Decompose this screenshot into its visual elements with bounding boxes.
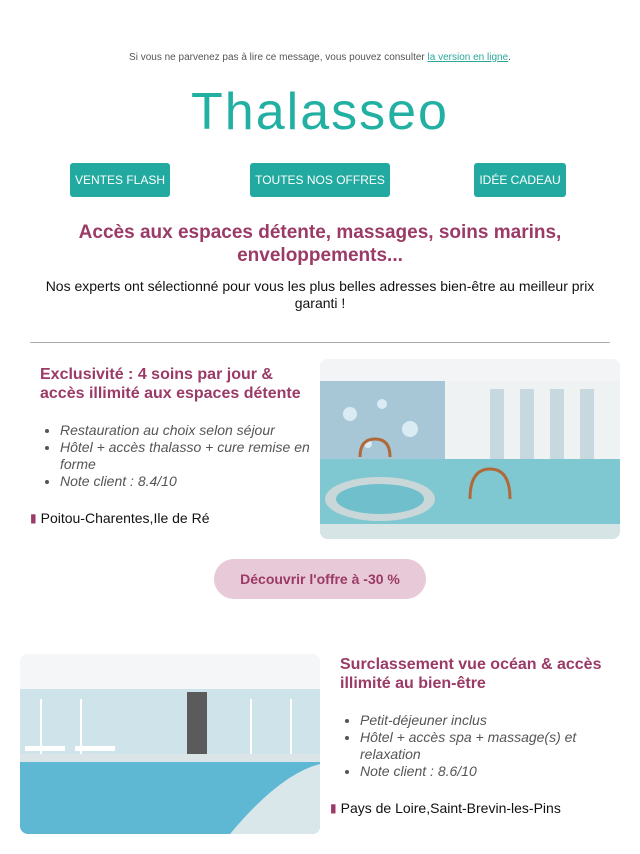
offer-1-cta-button[interactable]: Découvrir l'offre à -30 %	[214, 559, 426, 599]
nav-toutes-nos-offres-button[interactable]: TOUTES NOS OFFRES	[250, 163, 390, 197]
offer-1-feature: • Hôtel + accès thalasso + cure remise en forme	[60, 439, 330, 473]
offer-2-feature: • Note client : 8.6/10	[360, 763, 630, 780]
offer-2-photo[interactable]	[20, 654, 320, 834]
offer-1-photo[interactable]	[320, 359, 620, 539]
map-pin-icon: ▮	[30, 511, 37, 525]
nav-idee-cadeau-button[interactable]: IDÉE CADEAU	[474, 163, 566, 197]
intro-text: Nos experts ont sélectionné pour vous les plus belles adresses bien-être au meilleur prix garanti !	[45, 278, 595, 311]
offer-1-title[interactable]: Exclusivité : 4 soins par jour & accès illimité aux espaces détente	[40, 366, 301, 402]
preheader-end: .	[508, 52, 511, 63]
offer-2-feature: • Petit-déjeuner inclus	[360, 712, 630, 729]
nav-ventes-flash-button[interactable]: VENTES FLASH	[70, 163, 170, 197]
offer-1-feature: • Restauration au choix selon séjour	[60, 422, 330, 439]
offer-2-title[interactable]: Surclassement vue océan & accès illimité au bien-être	[340, 656, 602, 692]
offer-2-features	[340, 712, 630, 780]
offer-2-location-text: Pays de Loire,Saint-Brevin-les-Pins	[340, 800, 561, 816]
preheader	[0, 52, 640, 63]
divider	[30, 342, 610, 343]
offer-1-location	[30, 510, 209, 526]
offer-2-location	[330, 800, 561, 816]
online-version-link[interactable]: la version en ligne	[427, 52, 509, 63]
page-headline: Accès aux espaces détente, massages, soins marins, enveloppements...	[78, 222, 562, 266]
offer-1-feature: • Note client : 8.4/10	[60, 473, 330, 490]
offer-1-features	[40, 422, 330, 490]
spa-pool-photo	[20, 654, 320, 834]
indoor-pool-photo	[320, 359, 620, 539]
brand-logo[interactable]: Thalasseo	[191, 83, 449, 141]
offer-2-feature: • Hôtel + accès spa + massage(s) et relaxation	[360, 729, 630, 763]
preheader-text: Si vous ne parvenez pas à lire ce message, vous pouvez consulter	[129, 52, 428, 63]
map-pin-icon: ▮	[330, 801, 337, 815]
offer-1-location-text: Poitou-Charentes,Ile de Ré	[40, 510, 210, 526]
